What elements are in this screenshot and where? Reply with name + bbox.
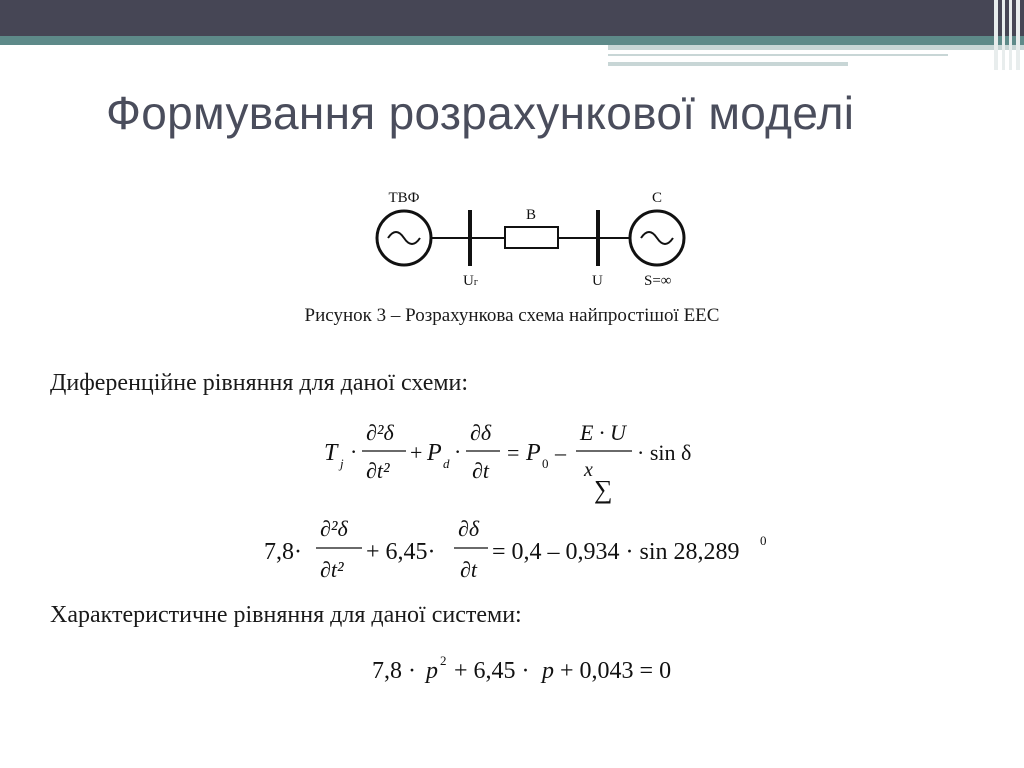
eq-denominator: ∂t² xyxy=(366,458,390,483)
eq-right-side: = 0,4 – 0,934 · sin 28,289 xyxy=(492,539,740,565)
general-swing-equation xyxy=(322,420,712,510)
header-decor-line xyxy=(608,54,948,56)
eq-operator: = xyxy=(507,440,520,465)
header-bar xyxy=(0,0,1024,36)
eq-numerator: ∂δ xyxy=(458,516,480,541)
eq-degree-superscript: 0 xyxy=(760,533,767,548)
eq-numerator: ∂δ xyxy=(470,420,492,445)
eq-numerator: E · U xyxy=(580,420,626,445)
system-label: С xyxy=(651,190,663,206)
eq-coefficient: + 6,45· xyxy=(366,539,436,565)
eq-operator: + xyxy=(410,440,423,465)
eq-operator: · xyxy=(454,439,462,464)
numeric-swing-equation xyxy=(262,515,782,587)
eq-operator: – xyxy=(555,440,566,465)
figure-caption: Рисунок 3 – Розрахункова схема найпростішої ЕЕС xyxy=(304,305,720,326)
characteristic-equation xyxy=(370,648,700,688)
ac-wave-icon xyxy=(641,232,673,244)
header-decor-line xyxy=(608,62,848,66)
header-decor-stripe xyxy=(1002,0,1005,70)
eq-sine-term: · sin δ xyxy=(637,440,692,465)
eq-coefficient: 7,8· xyxy=(264,539,302,565)
eq-numerator: ∂²δ xyxy=(366,420,394,445)
bus1-voltage-label: Uг xyxy=(463,273,478,289)
eq-symbol: T xyxy=(324,440,338,466)
system-power-label: S=∞ xyxy=(644,273,672,289)
eq-subscript: d xyxy=(443,456,450,471)
eq-symbol: P xyxy=(526,440,541,466)
eq-variable: p xyxy=(542,658,554,684)
header-decor-stripe xyxy=(1009,0,1012,70)
header-decor-stripe xyxy=(1016,0,1020,70)
bus2-voltage-label: U xyxy=(592,273,603,289)
characteristic-intro-text: Характеристичне рівняння для даної системи: xyxy=(50,602,522,628)
header-accent-bar xyxy=(0,36,1024,45)
header-decor-stripe xyxy=(994,0,998,70)
circuit-diagram xyxy=(370,182,700,292)
eq-exponent: 2 xyxy=(440,653,447,668)
generator-label: ТВФ xyxy=(388,190,420,206)
eq-numerator: ∂²δ xyxy=(320,516,348,541)
eq-denominator: ∂t² xyxy=(320,557,344,582)
differential-intro-text: Диференційне рівняння для даної схеми: xyxy=(50,370,469,396)
eq-denominator: ∂t xyxy=(460,557,477,582)
eq-subscript: j xyxy=(340,456,344,471)
line-impedance-symbol xyxy=(505,227,558,248)
eq-coefficient: 7,8 · xyxy=(372,658,416,684)
eq-operator: · xyxy=(350,439,358,464)
header-decor-line xyxy=(608,45,1024,50)
eq-coefficient: + 6,45 · xyxy=(454,658,530,684)
eq-right-side: + 0,043 = 0 xyxy=(560,658,672,684)
slide-title: Формування розрахункової моделі xyxy=(106,87,855,139)
eq-sum-symbol: ∑ xyxy=(594,475,613,504)
impedance-label: В xyxy=(525,207,537,223)
eq-symbol: P xyxy=(427,440,442,466)
eq-subscript: 0 xyxy=(542,456,549,471)
eq-variable: p xyxy=(426,658,438,684)
ac-wave-icon xyxy=(388,232,420,244)
eq-denominator: x xyxy=(584,459,593,481)
eq-denominator: ∂t xyxy=(472,458,489,483)
